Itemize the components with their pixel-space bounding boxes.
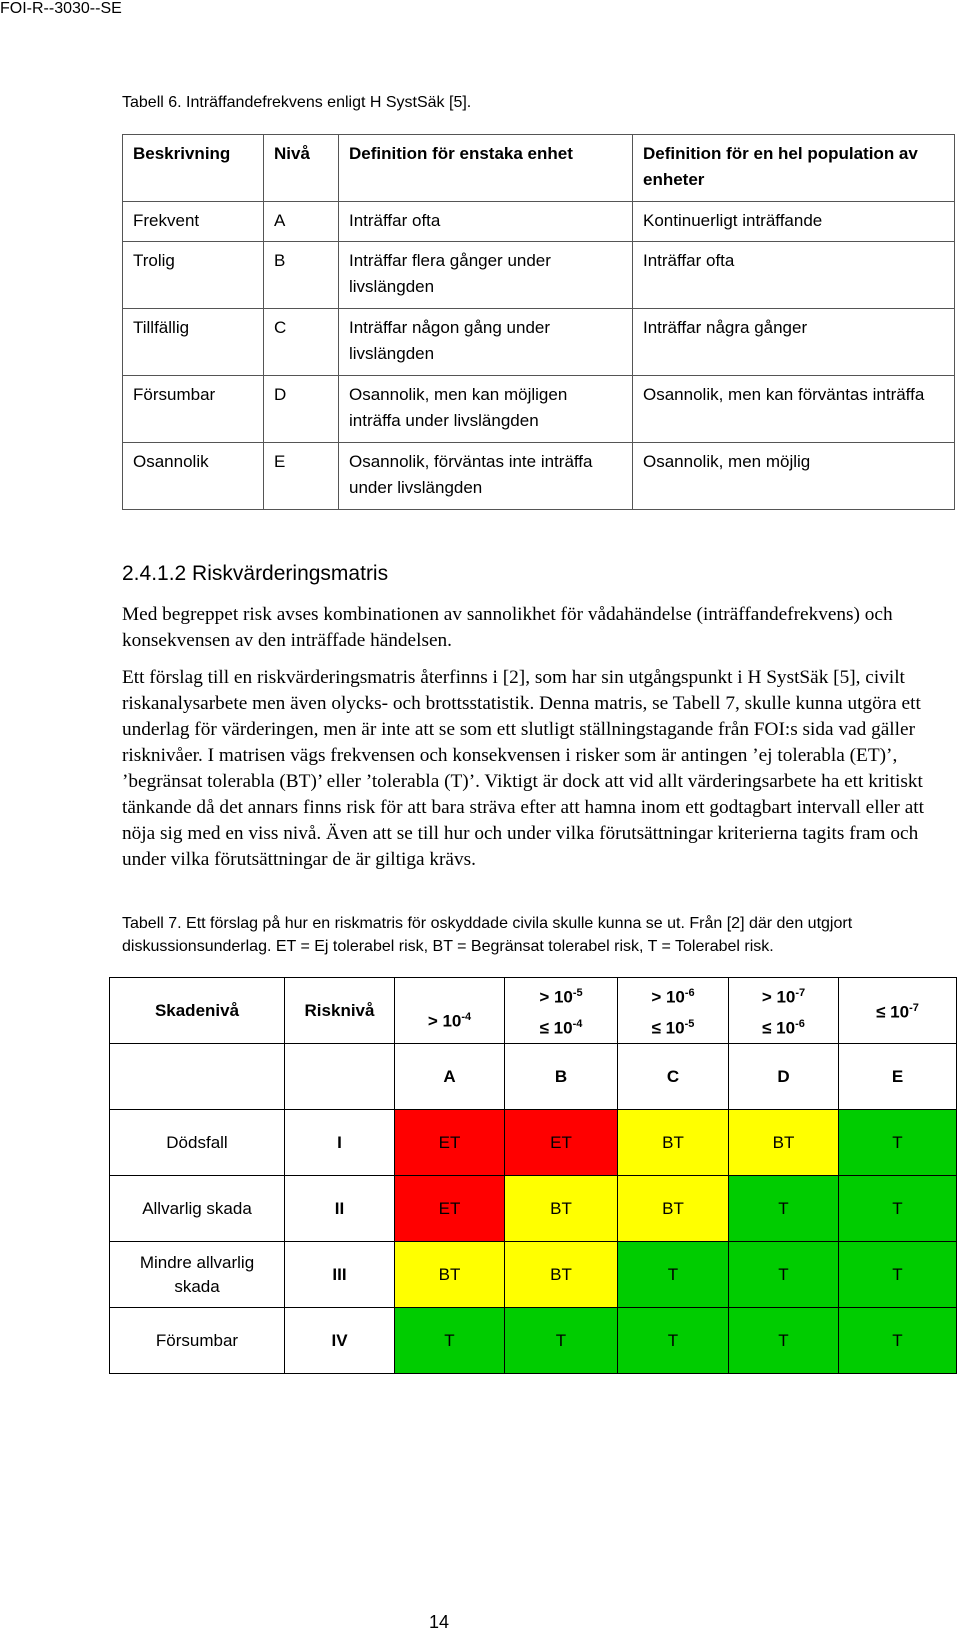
paragraph: Ett förslag till en riskvärderingsmatris återfinns i [2], som har sin utgångspunkt i H SystSäk [5], civilt riskanalysarbete men även olycks- och brottsstatistik. Denna matris, se Tabell 7, skulle kunna utgöra ett underlag för värderingen, men är inte att se som ett slutligt ställningstagande från FOI:s sida vad gäller risknivåer. I matrisen vägs frekvensen och konsekvensen i risker som är antingen ’ej tolerabla (ET)’, ’begränsat tolerabla (BT)’ eller ’tolerabla (T)’. Viktigt är dock att vid allt värderingsarbete ha ett kritiskt tänkande då det annars finns risk för att bara sträva efter att hamna inom ett godtagbart intervall eller att nöja sig med en viss nivå. Även att se till hur och under vilka förutsättningar kriterierna tagits fram och under vilka förutsättningar de är giltiga krävs. bbox=[122, 667, 924, 870]
table-row bbox=[123, 376, 955, 443]
risk-cell: T bbox=[839, 1110, 957, 1176]
paragraph: Med begreppet risk avses kombinationen av sannolikhet för vådahändelse (inträffandefrekvens) och konsekvensen av den inträffade händelsen. bbox=[122, 604, 893, 651]
risk-cell: BT bbox=[618, 1110, 729, 1176]
table-cell: Kontinuerligt inträffande bbox=[633, 202, 955, 242]
risk-cell: T bbox=[395, 1308, 505, 1374]
column-header: Skadenivå bbox=[110, 978, 285, 1044]
severity-cell: Försumbar bbox=[110, 1308, 285, 1374]
table-row bbox=[110, 1176, 957, 1242]
risk-cell: T bbox=[839, 1242, 957, 1308]
table-cell: Osannolik, men kan förväntas inträffa bbox=[633, 376, 955, 443]
column-header: Beskrivning bbox=[123, 135, 264, 202]
table-row bbox=[110, 1242, 957, 1308]
table-row bbox=[123, 443, 955, 510]
report-code: FOI-R--3030--SE bbox=[0, 0, 122, 17]
column-header: Risknivå bbox=[285, 978, 395, 1044]
risk-cell: T bbox=[729, 1308, 839, 1374]
column-header: Definition för enstaka enhet bbox=[339, 135, 633, 202]
risk-cell: T bbox=[618, 1242, 729, 1308]
table-row bbox=[110, 1110, 957, 1176]
table-cell: E bbox=[264, 443, 339, 510]
table-cell: Inträffar flera gånger under livslängden bbox=[339, 242, 633, 309]
risk-cell: BT bbox=[618, 1176, 729, 1242]
table-cell: Trolig bbox=[123, 242, 264, 309]
table-cell: Tillfällig bbox=[123, 309, 264, 376]
section-heading: 2.4.1.2 Riskvärderingsmatris bbox=[122, 562, 389, 585]
risk-cell: T bbox=[839, 1176, 957, 1242]
severity-cell: Allvarlig skada bbox=[110, 1176, 285, 1242]
table-header-row bbox=[123, 135, 955, 202]
table-cell: A bbox=[264, 202, 339, 242]
risk-cell: T bbox=[729, 1242, 839, 1308]
threshold-cell: ≤ $10^{-7}$ bbox=[839, 978, 957, 1044]
level-cell: D bbox=[729, 1044, 839, 1110]
table-cell: Inträffar ofta bbox=[633, 242, 955, 309]
table-cell: Osannolik, men möjlig bbox=[633, 443, 955, 510]
column-header: Definition för en hel population av enheter bbox=[633, 135, 955, 202]
risk-level-cell: I bbox=[285, 1110, 395, 1176]
risk-cell: ET bbox=[395, 1110, 505, 1176]
table-cell: Försumbar bbox=[123, 376, 264, 443]
table-cell: Osannolik bbox=[123, 443, 264, 510]
risk-cell: BT bbox=[395, 1242, 505, 1308]
risk-cell: T bbox=[729, 1176, 839, 1242]
empty-cell bbox=[110, 1044, 285, 1110]
page-number: 14 bbox=[429, 1612, 450, 1632]
risk-cell: T bbox=[839, 1308, 957, 1374]
risk-cell: T bbox=[618, 1308, 729, 1374]
risk-cell: ET bbox=[395, 1176, 505, 1242]
frequency-table bbox=[122, 134, 955, 510]
table-cell: Frekvent bbox=[123, 202, 264, 242]
table-row bbox=[123, 309, 955, 376]
table-row bbox=[123, 202, 955, 242]
table-cell: D bbox=[264, 376, 339, 443]
table-cell: B bbox=[264, 242, 339, 309]
threshold-cell: > $10^{-5}$ ≤ $10^{-4}$ bbox=[505, 978, 618, 1044]
level-row bbox=[110, 1044, 957, 1110]
table-cell: Osannolik, men kan möjligen inträffa under livslängden bbox=[339, 376, 633, 443]
risk-cell: T bbox=[505, 1308, 618, 1374]
level-cell: E bbox=[839, 1044, 957, 1110]
risk-cell: ET bbox=[505, 1110, 618, 1176]
threshold-cell: > $10^{-7}$ ≤ $10^{-6}$ bbox=[729, 978, 839, 1044]
column-header: Nivå bbox=[264, 135, 339, 202]
table7-caption: Tabell 7. Ett förslag på hur en riskmatris för oskyddade civila skulle kunna se ut. Från [2] där den utgjort diskussionsunderlag. ET = Ej tolerabel risk, BT = Begränsat tolerabel risk, T = Tolerabel risk. bbox=[122, 915, 853, 955]
severity-cell: Dödsfall bbox=[110, 1110, 285, 1176]
table-row bbox=[110, 1308, 957, 1374]
table-row bbox=[123, 242, 955, 309]
risk-matrix-table bbox=[109, 977, 957, 1374]
risk-cell: BT bbox=[505, 1176, 618, 1242]
level-cell: C bbox=[618, 1044, 729, 1110]
risk-level-cell: IV bbox=[285, 1308, 395, 1374]
level-cell: A bbox=[395, 1044, 505, 1110]
threshold-cell: > $10^{-6}$ ≤ $10^{-5}$ bbox=[618, 978, 729, 1044]
empty-cell bbox=[285, 1044, 395, 1110]
risk-cell: BT bbox=[505, 1242, 618, 1308]
severity-cell: Mindre allvarlig skada bbox=[110, 1242, 285, 1308]
threshold-cell: > $10^{-4}$ bbox=[395, 978, 505, 1044]
risk-level-cell: II bbox=[285, 1176, 395, 1242]
table6-caption: Tabell 6. Inträffandefrekvens enligt H SystSäk [5]. bbox=[122, 94, 472, 111]
risk-cell: BT bbox=[729, 1110, 839, 1176]
table-cell: Inträffar någon gång under livslängden bbox=[339, 309, 633, 376]
table-cell: Inträffar ofta bbox=[339, 202, 633, 242]
table-cell: C bbox=[264, 309, 339, 376]
table-cell: Inträffar några gånger bbox=[633, 309, 955, 376]
risk-level-cell: III bbox=[285, 1242, 395, 1308]
level-cell: B bbox=[505, 1044, 618, 1110]
threshold-row bbox=[110, 978, 957, 1044]
table-cell: Osannolik, förväntas inte inträffa under livslängden bbox=[339, 443, 633, 510]
